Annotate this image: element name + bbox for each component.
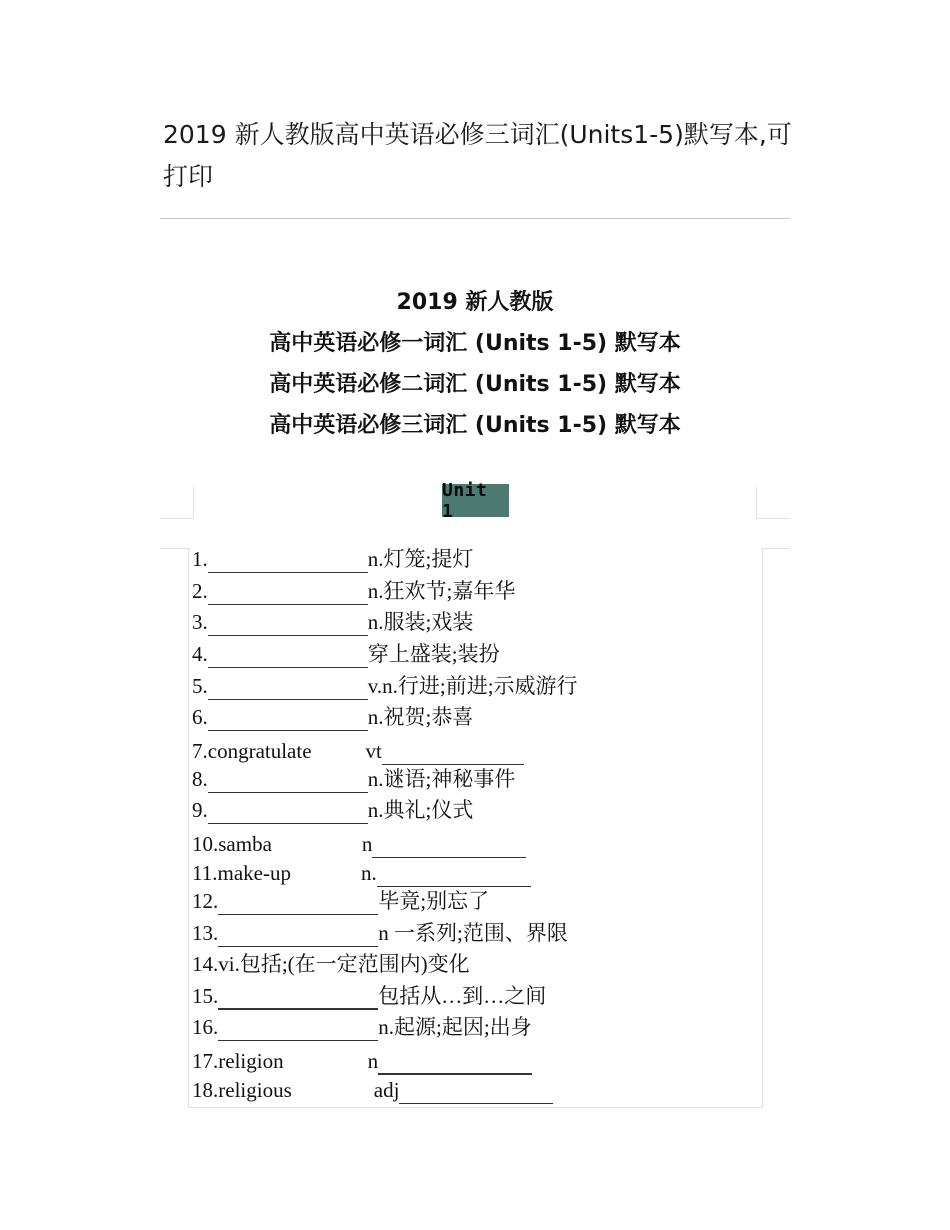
document-title: 2019 新人教版高中英语必修三词汇(Units1-5)默写本,可打印 — [163, 120, 792, 191]
item-number: 5. — [192, 674, 208, 698]
table-border — [756, 518, 790, 519]
unit-badge: Unit 1 — [442, 484, 509, 517]
answer-blank[interactable] — [382, 750, 524, 765]
list-item — [192, 830, 526, 858]
answer-blank[interactable] — [218, 1018, 378, 1041]
item-number: 9. — [192, 798, 208, 822]
heading-line: 2019 新人教版 — [396, 290, 554, 315]
answer-blank[interactable] — [208, 708, 368, 731]
answer-blank[interactable] — [208, 770, 368, 793]
item-meaning: vt — [365, 739, 382, 763]
title-divider — [160, 218, 790, 219]
item-word: make-up — [217, 861, 291, 885]
list-item — [192, 1076, 553, 1104]
answer-blank[interactable] — [399, 1079, 553, 1104]
answer-blank[interactable] — [208, 582, 368, 605]
item-meaning: n.狂欢节;嘉年华 — [367, 579, 516, 603]
item-meaning: n.服装;戏装 — [367, 610, 474, 634]
item-meaning: 毕竟;别忘了 — [378, 889, 490, 913]
list-item — [192, 919, 568, 947]
item-word: religious — [218, 1078, 292, 1102]
item-number: 11. — [192, 861, 218, 885]
item-meaning: 包括从…到…之间 — [378, 984, 547, 1008]
table-border — [160, 518, 194, 519]
item-number: 1. — [192, 547, 208, 571]
item-number: 15. — [192, 984, 219, 1008]
list-item — [192, 887, 489, 915]
item-meaning: n.祝贺;恭喜 — [367, 705, 474, 729]
list-item — [192, 608, 473, 636]
table-border — [762, 548, 763, 1108]
item-number: 8. — [192, 767, 208, 791]
item-word: religion — [218, 1049, 284, 1073]
item-word: samba — [218, 832, 272, 856]
item-number: 7. — [192, 739, 208, 763]
answer-blank[interactable] — [218, 892, 378, 915]
list-item — [192, 672, 578, 700]
item-word: vi.包括;(在一定范围内)变化 — [218, 952, 470, 976]
heading-line: 高中英语必修二词汇 (Units 1-5) 默写本 — [269, 372, 681, 397]
item-meaning: n.灯笼;提灯 — [367, 547, 474, 571]
item-meaning: n.起源;起因;出身 — [378, 1015, 532, 1039]
table-border — [193, 487, 194, 519]
answer-blank[interactable] — [208, 613, 368, 636]
list-item — [192, 1013, 532, 1041]
table-border — [160, 548, 190, 549]
heading-block — [160, 282, 790, 446]
answer-blank[interactable] — [218, 986, 378, 1010]
list-item — [192, 982, 546, 1010]
item-meaning: n. — [360, 861, 377, 885]
answer-blank[interactable] — [208, 645, 368, 668]
item-meaning: n.典礼;仪式 — [367, 798, 474, 822]
item-number: 16. — [192, 1015, 219, 1039]
list-item — [192, 796, 473, 824]
item-word: congratulate — [207, 739, 312, 763]
answer-blank[interactable] — [208, 801, 368, 824]
list-item — [192, 1047, 532, 1075]
item-meaning: v.n.行进;前进;示威游行 — [367, 674, 578, 698]
item-number: 3. — [192, 610, 208, 634]
item-number: 17. — [192, 1049, 219, 1073]
answer-blank[interactable] — [378, 1057, 532, 1075]
item-number: 12. — [192, 889, 219, 913]
table-border — [188, 1107, 763, 1108]
item-meaning: adj — [373, 1078, 400, 1102]
table-border — [188, 548, 189, 1108]
list-item — [192, 859, 531, 887]
table-border — [756, 487, 757, 519]
table-border — [762, 548, 790, 549]
list-item — [192, 765, 515, 793]
item-meaning: n — [361, 832, 373, 856]
list-item — [192, 703, 473, 731]
item-number: 6. — [192, 705, 208, 729]
answer-blank[interactable] — [208, 550, 368, 573]
item-meaning: n 一系列;范围、界限 — [378, 921, 568, 945]
heading-line: 高中英语必修三词汇 (Units 1-5) 默写本 — [269, 413, 681, 438]
item-number: 14. — [192, 952, 219, 976]
answer-blank[interactable] — [218, 924, 378, 947]
answer-blank[interactable] — [208, 677, 368, 700]
item-number: 13. — [192, 921, 219, 945]
item-meaning: n — [367, 1049, 379, 1073]
item-meaning: n.谜语;神秘事件 — [367, 767, 516, 791]
answer-blank[interactable] — [377, 872, 531, 887]
list-item — [192, 640, 500, 668]
list-item — [192, 577, 515, 605]
heading-line: 高中英语必修一词汇 (Units 1-5) 默写本 — [269, 331, 681, 356]
item-meaning: 穿上盛装;装扮 — [367, 642, 500, 666]
item-number: 4. — [192, 642, 208, 666]
item-number: 10. — [192, 832, 219, 856]
answer-blank[interactable] — [372, 835, 526, 858]
list-item — [192, 950, 470, 978]
list-item — [192, 737, 524, 765]
list-item — [192, 545, 473, 573]
item-number: 18. — [192, 1078, 219, 1102]
item-number: 2. — [192, 579, 208, 603]
